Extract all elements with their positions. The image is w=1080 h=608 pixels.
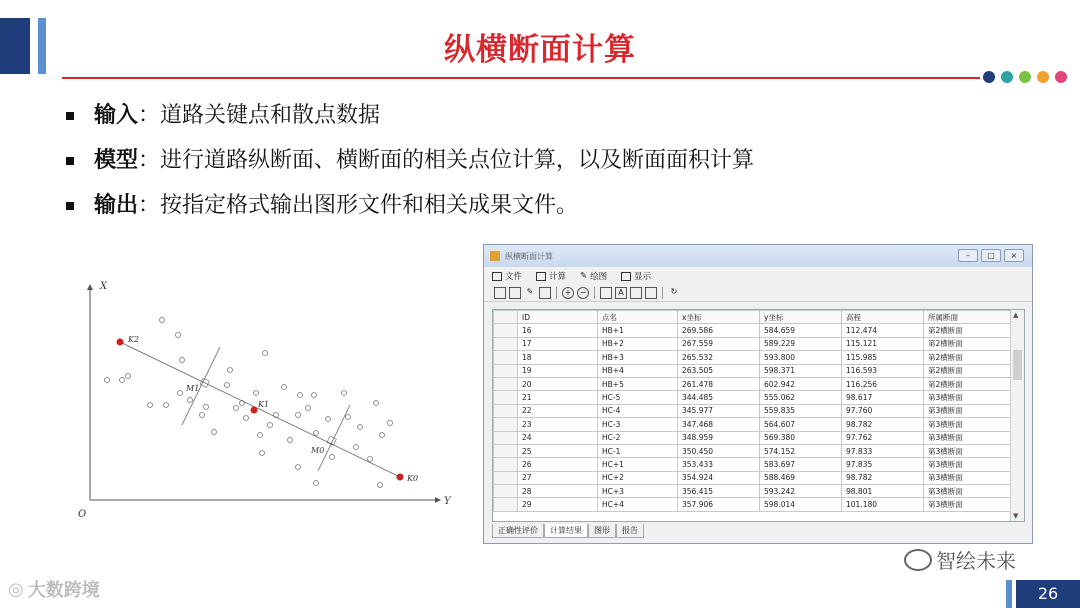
row-header[interactable] bbox=[494, 377, 518, 390]
table-cell[interactable]: 第3横断面 bbox=[924, 418, 1011, 431]
y-axis-label: Y bbox=[444, 496, 451, 507]
zoom-in-icon[interactable]: + bbox=[562, 287, 574, 299]
row-header[interactable] bbox=[494, 391, 518, 404]
table-cell[interactable]: HC-4 bbox=[598, 404, 678, 417]
table-cell[interactable]: 112.474 bbox=[842, 324, 924, 337]
zoom-out-icon[interactable]: − bbox=[577, 287, 589, 299]
table-cell[interactable]: 569.380 bbox=[760, 431, 842, 444]
source-logo-icon: ◎ bbox=[8, 578, 24, 600]
toolbar-separator bbox=[594, 287, 595, 299]
display-icon[interactable] bbox=[539, 287, 551, 299]
table-cell[interactable]: 583.697 bbox=[760, 458, 842, 471]
table-cell[interactable]: 27 bbox=[518, 471, 598, 484]
scroll-up-icon[interactable]: ▲ bbox=[1013, 311, 1019, 319]
table-cell[interactable]: 593.800 bbox=[760, 351, 842, 364]
dot-3 bbox=[1019, 71, 1031, 83]
tab-validation[interactable]: 正确性评价 bbox=[492, 524, 544, 538]
scatter-points bbox=[105, 318, 393, 488]
table-cell[interactable]: 101.180 bbox=[842, 498, 924, 511]
bullet-square-icon bbox=[66, 112, 74, 120]
row-header[interactable] bbox=[494, 444, 518, 457]
minimize-button[interactable]: – bbox=[958, 249, 978, 262]
bullet-model bbox=[62, 138, 754, 183]
table-cell[interactable]: 18 bbox=[518, 351, 598, 364]
table-cell[interactable]: 第3横断面 bbox=[924, 431, 1011, 444]
slide-title: 纵横断面计算 bbox=[444, 32, 636, 68]
table-cell[interactable]: HC-3 bbox=[598, 418, 678, 431]
maximize-button[interactable]: □ bbox=[981, 249, 1001, 262]
tab-graphics[interactable]: 图形 bbox=[588, 524, 616, 538]
x-axis-label: X bbox=[100, 281, 108, 292]
pencil-icon: ✎ bbox=[580, 271, 588, 281]
label-m0: M0 bbox=[311, 446, 325, 455]
table-row[interactable] bbox=[494, 337, 1011, 350]
table-cell[interactable]: 16 bbox=[518, 324, 598, 337]
table-cell[interactable]: 98.617 bbox=[842, 391, 924, 404]
bullet-text: ：按指定格式输出图形文件和相关成果文件。 bbox=[138, 192, 579, 218]
bullet-input bbox=[62, 93, 754, 138]
table-cell[interactable]: 24 bbox=[518, 431, 598, 444]
table-cell[interactable]: 97.833 bbox=[842, 444, 924, 457]
col-header[interactable]: ID bbox=[518, 311, 598, 324]
table-cell[interactable]: 564.607 bbox=[760, 418, 842, 431]
row-header[interactable] bbox=[494, 418, 518, 431]
road-centerline bbox=[120, 342, 400, 477]
bullet-label: 输入 bbox=[94, 102, 139, 128]
refresh-icon[interactable]: ↻ bbox=[670, 287, 678, 296]
table-cell[interactable]: 19 bbox=[518, 364, 598, 377]
vertical-scrollbar[interactable] bbox=[1010, 310, 1024, 521]
col-header[interactable]: 所属断面 bbox=[924, 311, 1011, 324]
table-cell[interactable]: 116.256 bbox=[842, 377, 924, 390]
table-row[interactable] bbox=[494, 485, 1011, 498]
report-icon[interactable] bbox=[600, 287, 612, 299]
app-window bbox=[483, 244, 1033, 544]
table-row[interactable] bbox=[494, 404, 1011, 417]
row-header[interactable] bbox=[494, 471, 518, 484]
menu-display[interactable] bbox=[621, 270, 651, 282]
menu-draw[interactable] bbox=[580, 270, 607, 282]
toolbar-separator bbox=[556, 287, 557, 299]
bottom-tabs bbox=[492, 524, 644, 538]
decor-dots bbox=[983, 71, 1067, 83]
compute-icon[interactable] bbox=[509, 287, 521, 299]
table-cell[interactable]: 584.659 bbox=[760, 324, 842, 337]
row-header[interactable] bbox=[494, 498, 518, 511]
bullet-text: ：道路关键点和散点数据 bbox=[138, 102, 381, 128]
table-cell[interactable]: 356.415 bbox=[678, 485, 760, 498]
table-cell[interactable]: 25 bbox=[518, 444, 598, 457]
table-cell[interactable]: 353.433 bbox=[678, 458, 760, 471]
toolbar bbox=[484, 285, 1032, 302]
menu-bar bbox=[484, 267, 1032, 285]
table-row[interactable] bbox=[494, 377, 1011, 390]
table-cell[interactable]: 第3横断面 bbox=[924, 444, 1011, 457]
toolbar-separator bbox=[662, 287, 663, 299]
watermark-text: 智绘未来 bbox=[936, 549, 1016, 573]
table-cell[interactable]: HB+2 bbox=[598, 337, 678, 350]
table-cell[interactable]: 267.559 bbox=[678, 337, 760, 350]
tab-results[interactable]: 计算结果 bbox=[544, 524, 588, 538]
menu-label: 显示 bbox=[634, 272, 652, 282]
table-cell[interactable]: 第3横断面 bbox=[924, 498, 1011, 511]
bullet-label: 模型 bbox=[94, 147, 139, 173]
table-row[interactable] bbox=[494, 471, 1011, 484]
table-cell[interactable]: HC-1 bbox=[598, 444, 678, 457]
bullet-list bbox=[62, 93, 754, 228]
table-cell[interactable]: 第2横断面 bbox=[924, 377, 1011, 390]
export-icon[interactable] bbox=[645, 287, 657, 299]
table-cell[interactable]: 345.977 bbox=[678, 404, 760, 417]
table-cell[interactable]: 357.906 bbox=[678, 498, 760, 511]
table-cell[interactable]: 98.801 bbox=[842, 485, 924, 498]
table-cell[interactable]: 97.762 bbox=[842, 431, 924, 444]
menu-compute[interactable] bbox=[536, 270, 566, 282]
table-cell[interactable]: 第2横断面 bbox=[924, 337, 1011, 350]
table-cell[interactable]: 261.478 bbox=[678, 377, 760, 390]
table-cell[interactable]: 第3横断面 bbox=[924, 391, 1011, 404]
table-cell[interactable]: 116.593 bbox=[842, 364, 924, 377]
table-cell[interactable]: 598.371 bbox=[760, 364, 842, 377]
dot-1 bbox=[983, 71, 995, 83]
bullet-text: ：进行道路纵断面、横断面的相关点位计算，以及断面面积计算 bbox=[138, 147, 755, 173]
text-icon[interactable]: A bbox=[615, 287, 627, 299]
window-title: 纵横断面计算 bbox=[505, 251, 553, 261]
table-cell[interactable]: 23 bbox=[518, 418, 598, 431]
table-cell[interactable]: 555.062 bbox=[760, 391, 842, 404]
table-cell[interactable]: 559.835 bbox=[760, 404, 842, 417]
page-number: 26 bbox=[1016, 580, 1080, 608]
table-cell[interactable]: 第3横断面 bbox=[924, 471, 1011, 484]
table-cell[interactable]: 29 bbox=[518, 498, 598, 511]
table-cell[interactable]: 第2横断面 bbox=[924, 324, 1011, 337]
source-logo-text: 大数跨境 bbox=[27, 580, 100, 601]
table-header-row bbox=[494, 311, 1011, 324]
col-header[interactable]: x坐标 bbox=[678, 311, 760, 324]
page-accent-bar bbox=[1006, 580, 1012, 608]
table-cell[interactable]: HC+4 bbox=[598, 498, 678, 511]
table-cell[interactable]: 348.959 bbox=[678, 431, 760, 444]
row-header[interactable] bbox=[494, 404, 518, 417]
table-cell[interactable]: 588.469 bbox=[760, 471, 842, 484]
row-header[interactable] bbox=[494, 324, 518, 337]
table-cell[interactable]: 第3横断面 bbox=[924, 404, 1011, 417]
results-table[interactable] bbox=[492, 309, 1025, 522]
source-logo bbox=[8, 576, 100, 602]
open-icon[interactable] bbox=[494, 287, 506, 299]
table-row[interactable] bbox=[494, 364, 1011, 377]
bullet-output bbox=[62, 183, 754, 228]
table-cell[interactable]: 593.242 bbox=[760, 485, 842, 498]
app-icon bbox=[490, 251, 500, 261]
label-k2: K2 bbox=[128, 335, 140, 344]
table-cell[interactable]: 第3横断面 bbox=[924, 458, 1011, 471]
table-cell[interactable]: 第3横断面 bbox=[924, 485, 1011, 498]
row-header[interactable] bbox=[494, 364, 518, 377]
scroll-thumb[interactable] bbox=[1013, 350, 1022, 380]
table-cell[interactable]: 602.942 bbox=[760, 377, 842, 390]
table-cell[interactable]: 263.505 bbox=[678, 364, 760, 377]
image-icon[interactable] bbox=[630, 287, 642, 299]
table-cell[interactable]: 269.586 bbox=[678, 324, 760, 337]
table-cell[interactable]: 第2横断面 bbox=[924, 351, 1011, 364]
menu-label: 绘图 bbox=[590, 272, 608, 282]
table-cell[interactable]: 354.924 bbox=[678, 471, 760, 484]
table-cell[interactable]: 22 bbox=[518, 404, 598, 417]
table-cell[interactable]: 97.835 bbox=[842, 458, 924, 471]
table-cell[interactable]: 265.532 bbox=[678, 351, 760, 364]
origin-label: O bbox=[78, 509, 87, 520]
col-header[interactable]: 高程 bbox=[842, 311, 924, 324]
table-cell[interactable]: HC+1 bbox=[598, 458, 678, 471]
table-cell[interactable]: 98.782 bbox=[842, 418, 924, 431]
table-cell[interactable]: 350.450 bbox=[678, 444, 760, 457]
dot-4 bbox=[1037, 71, 1049, 83]
table-cell[interactable]: 26 bbox=[518, 458, 598, 471]
tab-report[interactable]: 报告 bbox=[616, 524, 644, 538]
bullet-square-icon bbox=[66, 202, 74, 210]
row-header[interactable] bbox=[494, 458, 518, 471]
title-rule bbox=[62, 77, 980, 79]
table-cell[interactable]: 574.152 bbox=[760, 444, 842, 457]
table-row[interactable] bbox=[494, 444, 1011, 457]
database-icon bbox=[536, 272, 546, 281]
table-row[interactable] bbox=[494, 391, 1011, 404]
table-cell[interactable]: 17 bbox=[518, 337, 598, 350]
table-cell[interactable]: HC+3 bbox=[598, 485, 678, 498]
display-icon bbox=[621, 272, 631, 281]
table-cell[interactable]: 347.468 bbox=[678, 418, 760, 431]
wechat-icon bbox=[904, 549, 932, 571]
bullet-label: 输出 bbox=[94, 192, 139, 218]
row-header[interactable] bbox=[494, 485, 518, 498]
menu-file[interactable] bbox=[492, 270, 522, 282]
bullet-square-icon bbox=[66, 157, 74, 165]
table-cell[interactable]: HC-2 bbox=[598, 431, 678, 444]
table-cell[interactable]: 344.485 bbox=[678, 391, 760, 404]
row-header[interactable] bbox=[494, 431, 518, 444]
table-cell[interactable]: HB+5 bbox=[598, 377, 678, 390]
table-cell[interactable]: 115.985 bbox=[842, 351, 924, 364]
table-cell[interactable]: 20 bbox=[518, 377, 598, 390]
row-header[interactable] bbox=[494, 351, 518, 364]
table-cell[interactable]: HC-5 bbox=[598, 391, 678, 404]
folder-icon bbox=[492, 272, 502, 281]
label-k1: K1 bbox=[258, 400, 270, 409]
row-header[interactable] bbox=[494, 337, 518, 350]
table-cell[interactable]: 28 bbox=[518, 485, 598, 498]
window-titlebar bbox=[484, 245, 1032, 267]
table-row[interactable] bbox=[494, 418, 1011, 431]
cross-section-diagram bbox=[70, 275, 460, 525]
dot-2 bbox=[1001, 71, 1013, 83]
col-header[interactable]: y坐标 bbox=[760, 311, 842, 324]
table-cell[interactable]: HB+3 bbox=[598, 351, 678, 364]
table-row[interactable] bbox=[494, 351, 1011, 364]
pencil-icon[interactable]: ✎ bbox=[526, 287, 534, 296]
table-cell[interactable]: HB+1 bbox=[598, 324, 678, 337]
table-cell[interactable]: 589.229 bbox=[760, 337, 842, 350]
table-cell[interactable]: 97.760 bbox=[842, 404, 924, 417]
watermark bbox=[904, 545, 1016, 574]
table-cell[interactable]: 21 bbox=[518, 391, 598, 404]
table-row[interactable] bbox=[494, 431, 1011, 444]
close-button[interactable]: × bbox=[1004, 249, 1024, 262]
table-cell[interactable]: HC+2 bbox=[598, 471, 678, 484]
table-row[interactable] bbox=[494, 458, 1011, 471]
table-cell[interactable]: 115.121 bbox=[842, 337, 924, 350]
table-row[interactable] bbox=[494, 324, 1011, 337]
scroll-down-icon[interactable]: ▼ bbox=[1013, 512, 1019, 520]
table-cell[interactable]: 98.782 bbox=[842, 471, 924, 484]
menu-label: 文件 bbox=[505, 272, 523, 282]
label-k0: K0 bbox=[407, 474, 419, 483]
table-cell[interactable]: 598.014 bbox=[760, 498, 842, 511]
menu-label: 计算 bbox=[549, 272, 567, 282]
label-m1: M1 bbox=[186, 384, 200, 393]
table-row[interactable] bbox=[494, 498, 1011, 511]
table-cell[interactable]: 第2横断面 bbox=[924, 364, 1011, 377]
col-header[interactable]: 点名 bbox=[598, 311, 678, 324]
table-cell[interactable]: HB+4 bbox=[598, 364, 678, 377]
dot-5 bbox=[1055, 71, 1067, 83]
